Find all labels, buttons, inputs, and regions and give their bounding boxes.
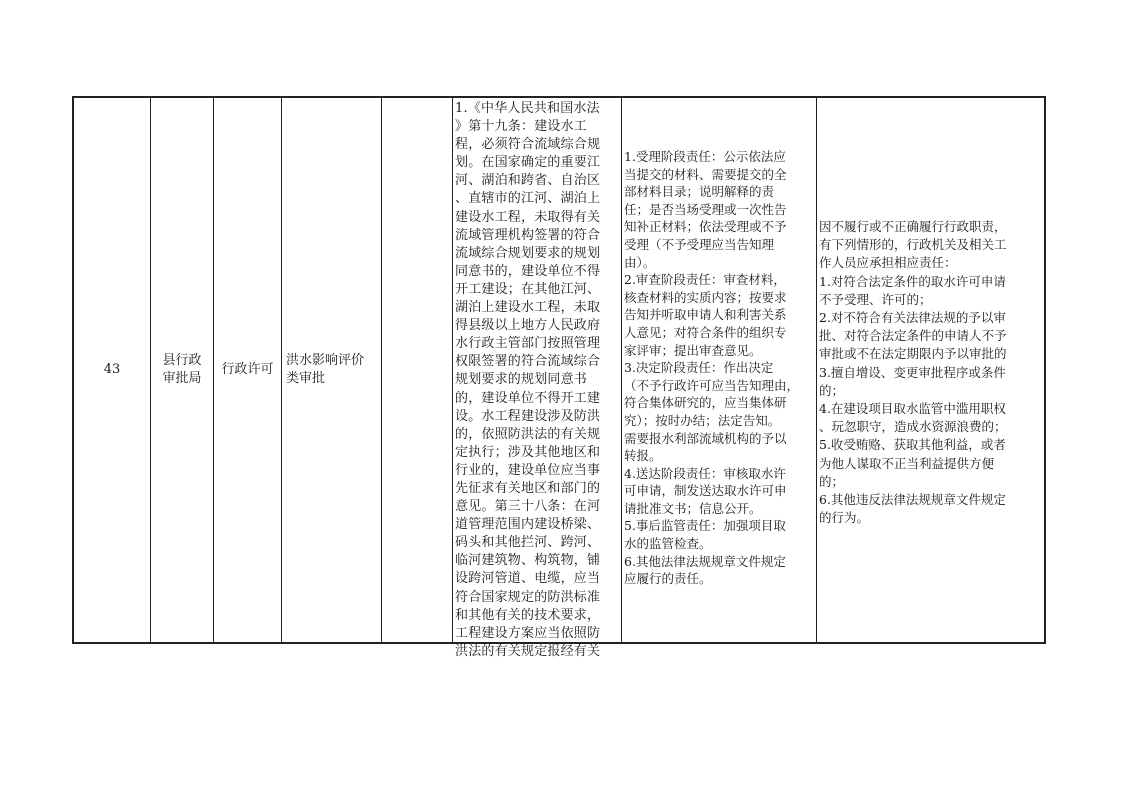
item-name-cell [281,98,381,642]
sub-item-cell [381,98,452,642]
row-number-cell [74,98,150,642]
department: 县行政 审批局 [162,353,202,386]
responsibility-text: 1.受理阶段责任：公示依法应 当提交的材料、需要提交的全 部材料目录；说明解释的责 任；是否当场受理或一次性告 知补正材料；依法受理或不予 受理（不予受理应当告知理 由）。 2.审查阶段责任：审查材料， 核查材料的实质内容；按要求 告知并听取申请人和利害关系 人意见；对符合条件的组织专 家评审；提出审查意见。 3.决定阶段责任：作出决定 （不予行政许可应当告知理由， 符合集体研究的，应当集体研 究）；按时办结；法定告知。 需要报水利部流域机构的予以 转报。 4.送达阶段责任：审核取水许 可申请，制发送达取水许可申 请批准文书；信息公开。 5.事后监管责任：加强项目取 水的监管检查。 6.其他法律法规规章文件规定 应履行的责任。 [624,149,800,587]
legal-basis-cell [452,98,621,659]
item-name: 洪水影响评价 类审批 [286,353,365,386]
responsibility-table-row [72,96,1046,659]
row-number: 43 [103,362,121,377]
legal-basis-text: 1.《中华人民共和国水法 》第十九条：建设水工 程，必须符合流域综合规 划。在国家确定的重要江 河、湖泊和跨省、自治区 、直辖市的江河、湖泊上 建设水工程，未取得有关 流域管理机构签署的符合 流域综合规划要求的规划 同意书的，建设单位不得 开工建设；在其他江河、 湖泊上建设水工程，未取 得县级以上地方人民政府 水行政主管部门按照管理 权限签署的符合流域综合 规划要求的规划同意书 的，建设单位不得开工建 设。水工程建设涉及防洪 的，依照防洪法的有关规 定执行；涉及其他地区和 行业的，建设单位应当事 先征求有关地区和部门的 意见。第三十八条：在河 道管理范围内建设桥梁、 码头和其他拦河、跨河、 临河建筑物、构筑物，铺 设跨河管道、电缆，应当 符合国家规定的防洪标准 和其他有关的技术要求， 工程建设方案应当依照防 洪法的有关规定报经有关 [455,101,601,659]
responsibility-cell [621,98,816,642]
department-cell [150,98,213,642]
liability-text: 因不履行或不正确履行行政职责， 有下列情形的，行政机关及相关工 作人员应承担相应责任： 1.对符合法定条件的取水许可申请 不予受理、许可的； 2.对不符合有关法律法规的予以审 批、对符合法定条件的申请人不予 审批或不在法定期限内予以审批的 3.擅自增设、变更审批程序或条件 的； 4.在建设项目取水监管中滥用职权 、玩忽职守，造成水资源浪费的； 5.收受贿赂、获取其他利益，或者 为他人谋取不正当利益提供方便 的； 6.其他违反法律法规规章文件规定 的行为。 [819,219,1007,526]
category: 行政许可 [221,362,274,377]
liability-cell [816,98,1048,642]
category-cell [213,98,281,642]
